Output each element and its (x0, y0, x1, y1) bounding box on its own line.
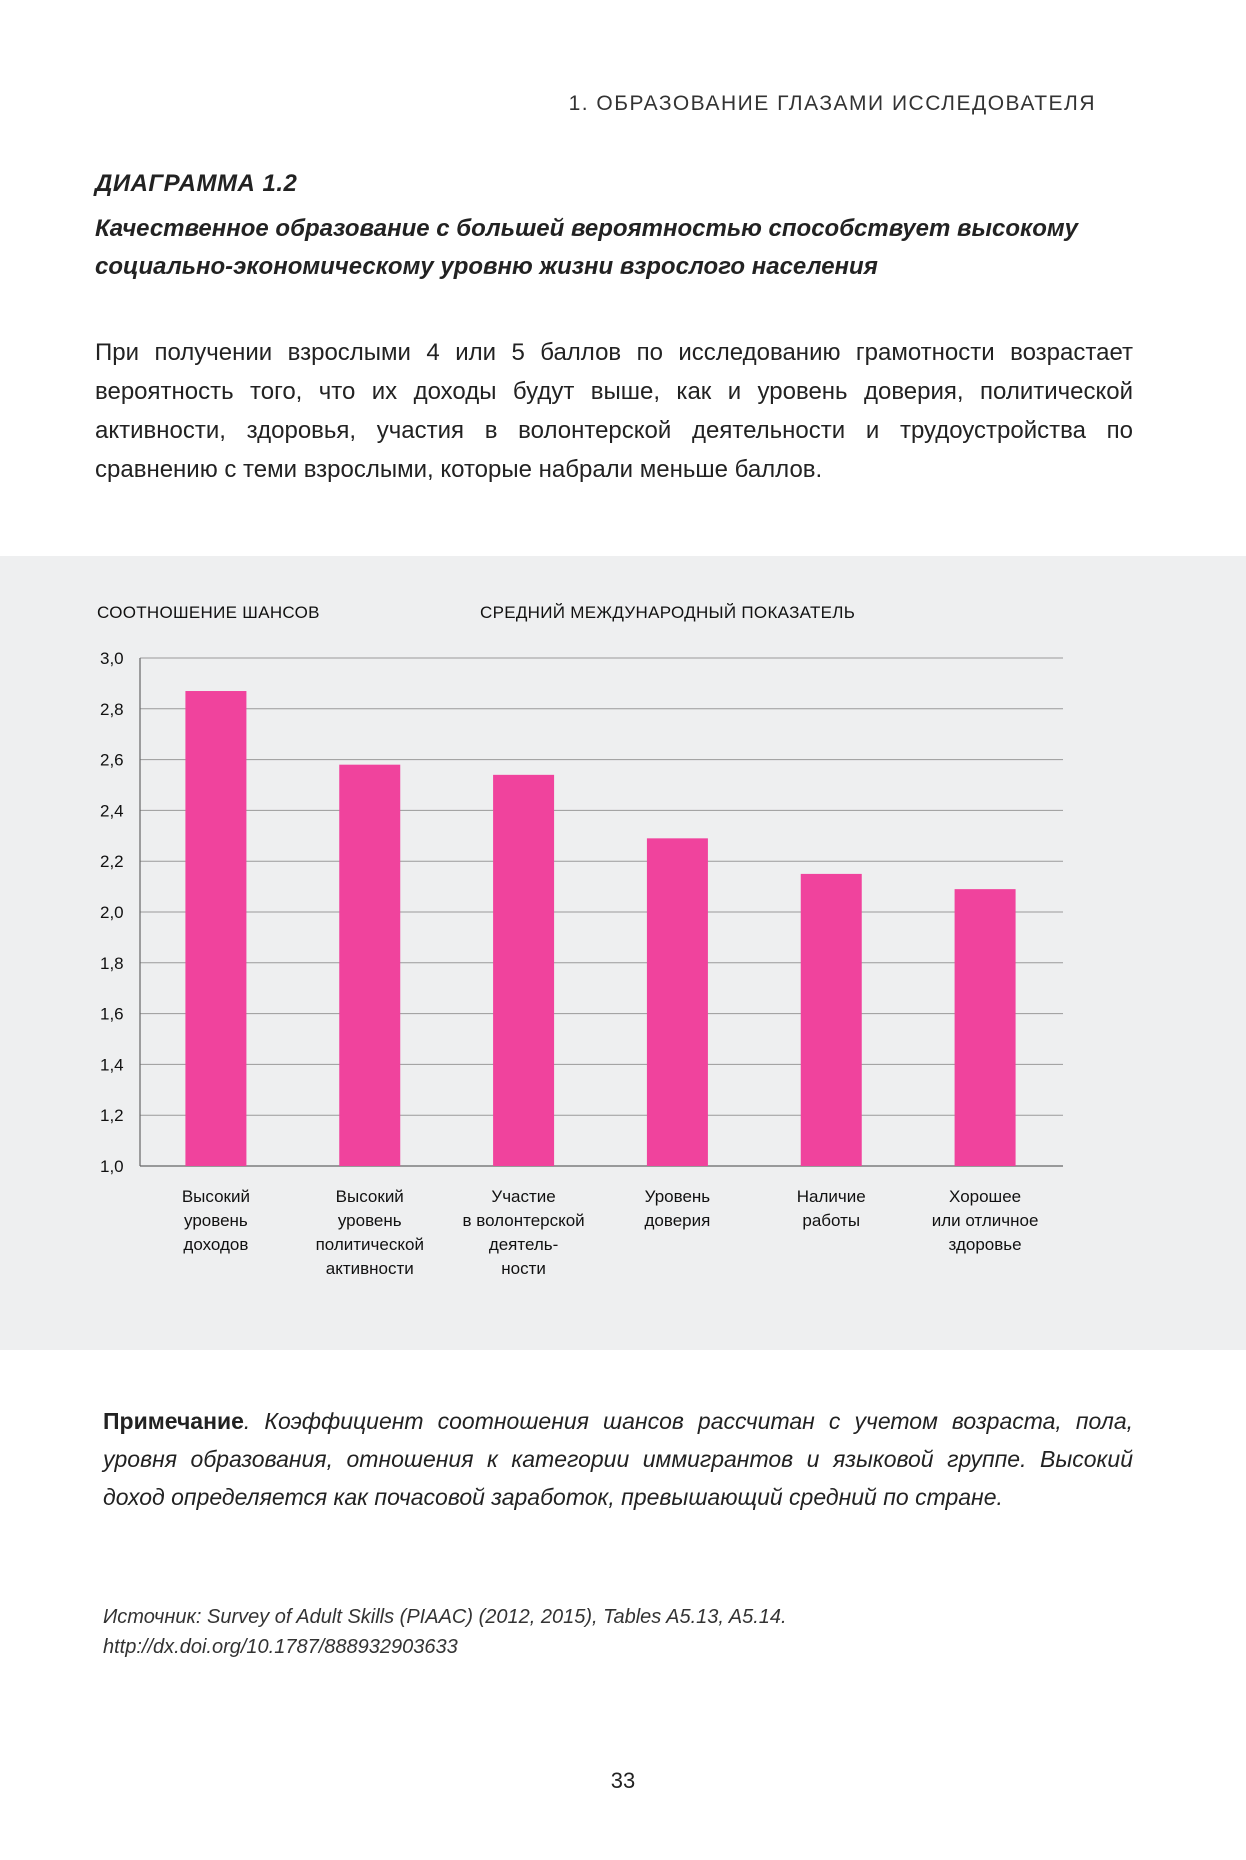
x-category-label: Высокий (335, 1187, 404, 1206)
x-category-label: деятель- (488, 1235, 559, 1254)
bar (647, 838, 708, 1166)
running-head: 1. ОБРАЗОВАНИЕ ГЛАЗАМИ ИССЛЕДОВАТЕЛЯ (568, 92, 1096, 115)
y-tick-label: 2,0 (100, 903, 124, 922)
y-tick-label: 1,4 (100, 1055, 124, 1075)
lead-paragraph: При получении взрослыми 4 или 5 баллов по исследованию грамотности возрастает вероятность того, что их доходы будут выше, как и уровень доверия, политической активности, здоровья, участия в волонтерской деятельности и трудоустройства по сравнению с теми взрослыми, которые набрали меньше баллов. (95, 339, 1133, 483)
source-line-1: Источник: Survey of Adult Skills (PIAAC) (2012, 2015), Tables A5.13, A5.14. (103, 1606, 787, 1628)
y-tick-label: 2,4 (100, 801, 124, 821)
bar (801, 874, 862, 1166)
y-tick-label: 1,8 (100, 953, 124, 973)
bar (339, 765, 400, 1166)
figure-title: Качественное образование с большей вероятностью способствует высокому социально-экономическому уровню жизни взрослого населения (95, 215, 1078, 280)
y-tick-label: 1,2 (100, 1106, 124, 1126)
bar (955, 889, 1016, 1166)
y-tick-label: 2,8 (100, 699, 124, 719)
y-tick-label: 1,6 (100, 1004, 124, 1024)
x-category-label: политической (315, 1235, 424, 1254)
bar-chart (0, 556, 1246, 1350)
x-category-label: Высокий (181, 1187, 250, 1206)
page-number: 33 (610, 1768, 636, 1793)
bar (493, 775, 554, 1166)
x-category-label: уровень (337, 1211, 402, 1230)
chart-ylabel: СООТНОШЕНИЕ ШАНСОВ (97, 603, 320, 622)
figure-label: ДИАГРАММА 1.2 (95, 170, 298, 197)
x-category-label: ности (501, 1259, 546, 1278)
y-tick-label: 2,6 (100, 750, 124, 770)
chart-legend-label: СРЕДНИЙ МЕЖДУНАРОДНЫЙ ПОКАЗАТЕЛЬ (480, 603, 856, 622)
note (103, 1402, 1133, 1516)
x-category-label: активности (325, 1259, 414, 1278)
note-label: Примечание (103, 1408, 244, 1434)
y-tick-label: 3,0 (100, 649, 124, 668)
x-category-label: доходов (183, 1235, 249, 1254)
y-tick-label: 2,2 (100, 852, 124, 872)
source (103, 1602, 1133, 1662)
x-category-label: здоровье (948, 1235, 1022, 1254)
x-category-label: уровень (184, 1211, 248, 1230)
source-line-2: http://dx.doi.org/10.1787/888932903633 (103, 1636, 458, 1658)
chart-panel (0, 556, 1246, 1350)
y-tick-label: 1,0 (100, 1157, 124, 1176)
x-category-label: доверия (644, 1211, 711, 1230)
x-category-label: Наличие (796, 1187, 866, 1206)
x-category-label: Уровень (644, 1187, 711, 1206)
x-category-label: Участие (491, 1187, 556, 1206)
x-category-label: работы (802, 1211, 861, 1230)
x-category-label: Хорошее (949, 1187, 1022, 1206)
bar (185, 691, 246, 1166)
x-category-label: в волонтерской (462, 1211, 585, 1230)
note-text: . Коэффициент соотношения шансов рассчитан с учетом возраста, пола, уровня образования, отношения к категории иммигрантов и языковой группе. Высокий доход определяется как почасовой заработок, превышающий средний по стране. (103, 1408, 1133, 1510)
x-category-label: или отличное (931, 1211, 1039, 1230)
